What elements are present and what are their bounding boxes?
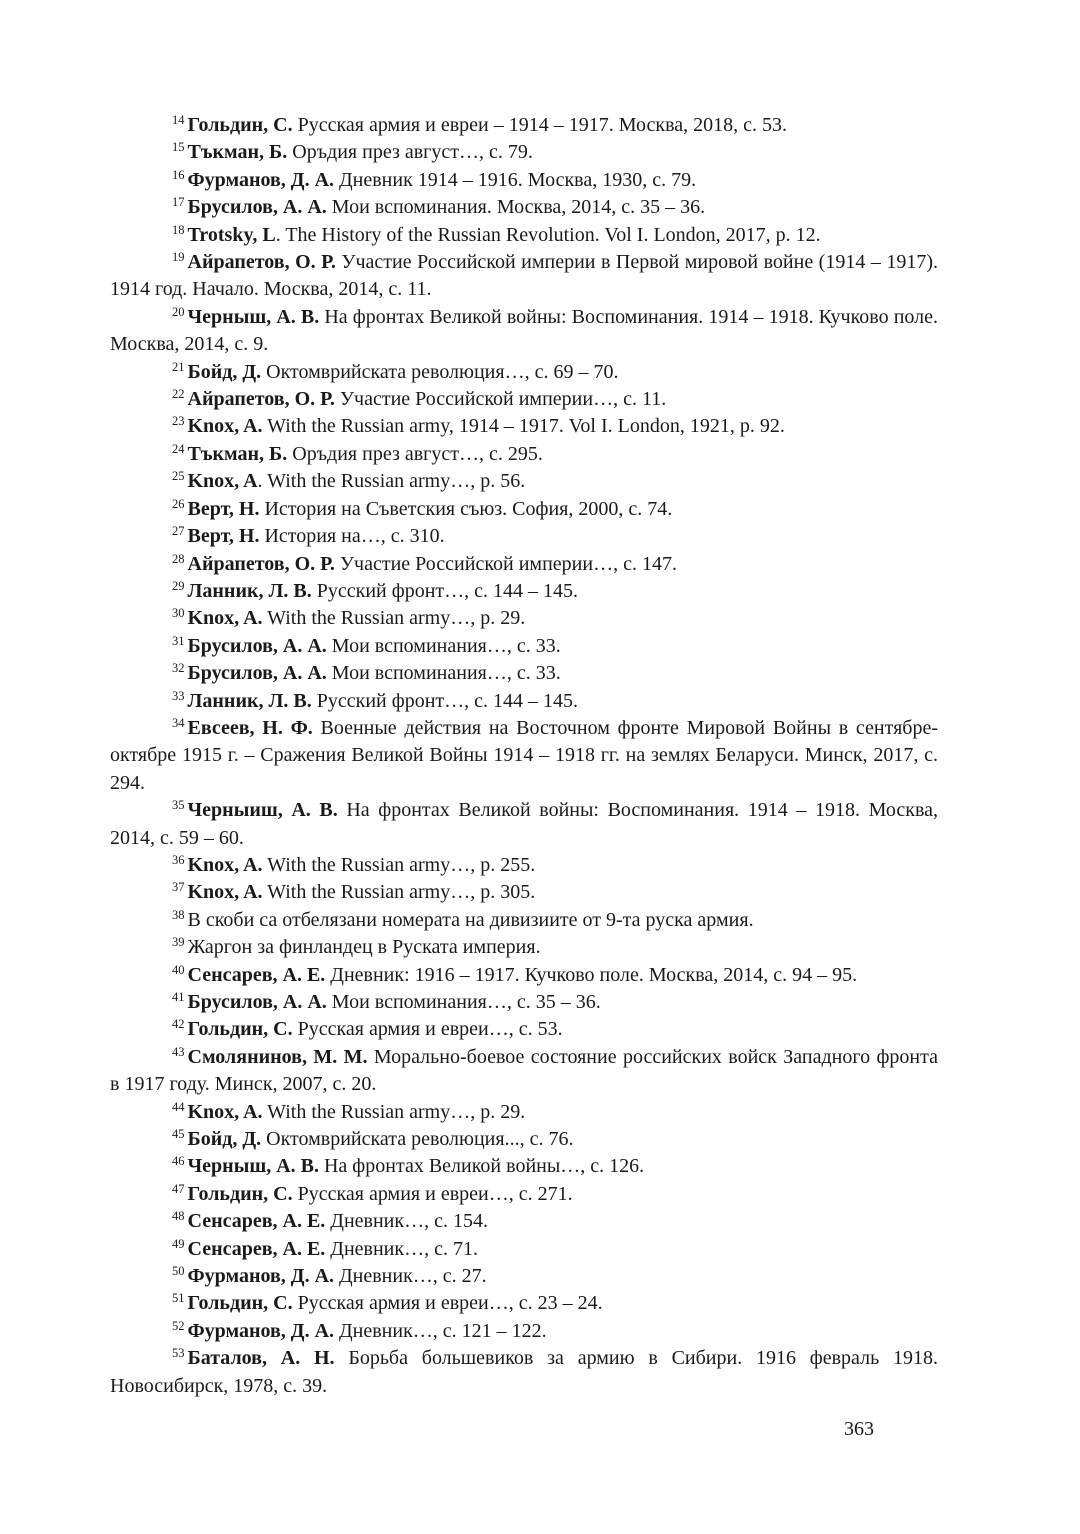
- footnote-49: [110, 1236, 938, 1263]
- footnote-34: [110, 715, 938, 797]
- footnote-author: Ланник, Л. В.: [187, 579, 312, 602]
- footnote-22: [110, 386, 938, 413]
- footnote-number: 31: [172, 633, 185, 648]
- footnote-text: На фронтах Великой войны: Воспоминания. 1914 – 1918. Кучково поле. Москва, 2014, с. 9.: [110, 305, 939, 356]
- footnote-author: Айрапетов, О. Р.: [187, 251, 336, 274]
- footnote-author: Trotsky, L: [187, 223, 276, 246]
- footnote-text: Русская армия и евреи – 1914 – 1917. Москва, 2018, с. 53.: [292, 114, 788, 136]
- footnote-text: Военные действия на Восточном фронте Мировой Войны в сентябре-октябре 1915 г. – Сражения Великой Войны 1914 – 1918 гг. на землях Беларуси. Минск, 2017, с. 294.: [110, 716, 939, 794]
- footnote-number: 24: [172, 441, 185, 456]
- footnote-number: 53: [172, 1346, 185, 1361]
- footnote-number: 20: [172, 304, 185, 319]
- footnote-number: 29: [172, 578, 185, 593]
- footnote-author: Верт, Н.: [187, 525, 260, 548]
- footnote-20: [110, 304, 938, 359]
- footnote-number: 23: [172, 414, 185, 429]
- footnote-28: [110, 551, 938, 578]
- footnote-number: 48: [172, 1209, 185, 1224]
- footnote-number: 16: [172, 167, 185, 182]
- footnote-50: [110, 1263, 938, 1290]
- footnote-number: 18: [172, 222, 185, 237]
- footnote-number: 28: [172, 551, 185, 566]
- footnote-number: 33: [172, 688, 185, 703]
- footnote-14: [110, 112, 938, 139]
- footnote-text: Октомврийската революция..., с. 76.: [261, 1128, 574, 1151]
- footnote-text: With the Russian army…, p. 29.: [262, 607, 526, 630]
- footnote-number: 21: [172, 359, 185, 374]
- footnote-39: [110, 934, 938, 961]
- footnote-text: Жаргон за финландец в Руската империя.: [187, 936, 541, 959]
- footnote-number: 30: [172, 606, 185, 621]
- footnote-40: [110, 962, 938, 989]
- footnote-author: Черныш, А. В.: [187, 305, 320, 328]
- footnote-number: 17: [172, 195, 185, 210]
- footnote-number: 19: [172, 250, 185, 265]
- footnote-21: [110, 359, 938, 386]
- footnote-text: With the Russian army…, p. 255.: [262, 853, 536, 876]
- footnote-text: Мои вспоминания…, с. 33.: [326, 662, 561, 685]
- footnote-31: [110, 633, 938, 660]
- footnote-text: With the Russian army…, p. 305.: [262, 881, 536, 904]
- footnote-number: 27: [172, 524, 185, 539]
- footnote-42: [110, 1016, 938, 1043]
- footnote-text: Русская армия и евреи…, с. 271.: [292, 1182, 573, 1205]
- footnote-text: Борьба большевиков за армию в Сибири. 1916 февраль 1918. Новосибирск, 1978, с. 39.: [110, 1347, 938, 1397]
- footnote-32: [110, 660, 938, 687]
- footnote-author: Айрапетов, О. Р.: [187, 388, 335, 411]
- footnote-30: [110, 605, 938, 632]
- footnote-number: 49: [172, 1236, 185, 1251]
- footnote-text: Дневник…, с. 121 – 122.: [334, 1319, 547, 1342]
- footnote-37: [110, 879, 938, 906]
- footnote-number: 46: [172, 1154, 185, 1169]
- footnote-author: Черныш, А. В.: [187, 1155, 319, 1178]
- footnote-author: Бойд, Д.: [187, 1128, 262, 1151]
- footnote-author: Ланник, Л. В.: [187, 689, 312, 712]
- footnote-51: [110, 1290, 938, 1317]
- page-number: 363: [844, 1418, 874, 1440]
- footnote-author: Айрапетов, О. Р.: [187, 552, 335, 575]
- footnote-author: Фурманов, Д. А.: [187, 1265, 335, 1288]
- footnote-text: Русская армия и евреи…, с. 53.: [292, 1018, 563, 1041]
- footnote-number: 35: [172, 798, 185, 813]
- footnote-number: 42: [172, 1017, 185, 1032]
- footnote-text: Оръдия през август…, с. 79.: [287, 141, 533, 164]
- footnote-text: Мои вспоминания…, с. 33.: [326, 634, 561, 657]
- footnote-text: Октомврийската революция…, с. 69 – 70.: [261, 360, 619, 383]
- footnote-author: Сенсарев, А. Е.: [187, 963, 326, 986]
- footnote-author: Брусилов, А. А.: [187, 634, 327, 657]
- footnote-48: [110, 1208, 938, 1235]
- footnote-author: Брусилов, А. А.: [187, 991, 327, 1013]
- footnote-43: [110, 1044, 938, 1099]
- footnote-33: [110, 688, 938, 715]
- footnote-author: Брусилов, А. А.: [187, 662, 327, 685]
- footnote-author: Knox, A.: [187, 881, 263, 904]
- footnote-author: Тъкман, Б.: [187, 442, 288, 465]
- footnote-26: [110, 496, 938, 523]
- footnote-author: Баталов, А. Н.: [187, 1347, 335, 1370]
- footnote-author: Тъкман, Б.: [187, 141, 288, 164]
- footnote-38: [110, 907, 938, 934]
- footnote-text: История на…, с. 310.: [259, 525, 445, 548]
- footnote-number: 26: [172, 496, 185, 511]
- footnote-number: 32: [172, 661, 185, 676]
- footnote-number: 41: [172, 990, 185, 1004]
- footnote-text: На фронтах Великой войны…, с. 126.: [318, 1155, 645, 1178]
- footnote-52: [110, 1318, 938, 1345]
- footnote-author: Верт, Н.: [187, 497, 260, 520]
- footnote-text: . With the Russian army…, p. 56.: [257, 470, 526, 493]
- footnote-41: [110, 989, 938, 1016]
- footnote-number: 50: [172, 1264, 185, 1279]
- footnote-text: Русская армия и евреи…, с. 23 – 24.: [292, 1292, 603, 1315]
- footnote-author: Черныиш, А. В.: [187, 799, 338, 822]
- footnote-15: [110, 139, 938, 166]
- footnote-author: Бойд, Д.: [187, 360, 262, 383]
- footnote-text: Русский фронт…, с. 144 – 145.: [311, 579, 579, 602]
- footnote-number: 22: [172, 387, 185, 402]
- footnote-45: [110, 1126, 938, 1153]
- footnote-text: Участие Российской империи в Первой мировой войне (1914 – 1917). 1914 год. Начало. Москва, 2014, с. 11.: [110, 251, 938, 301]
- footnote-18: [110, 222, 938, 249]
- footnote-number: 38: [172, 907, 185, 922]
- footnote-text: На фронтах Великой войны: Воспоминания. 1914 – 1918. Москва, 2014, с. 59 – 60.: [110, 799, 938, 849]
- footnote-number: 45: [172, 1127, 185, 1142]
- footnote-19: [110, 249, 938, 304]
- footnote-author: Гольдин, С.: [187, 1292, 293, 1315]
- footnote-author: Knox, A.: [187, 607, 263, 630]
- footnote-author: Сенсарев, А. Е.: [187, 1210, 326, 1233]
- footnote-text: Дневник 1914 – 1916. Москва, 1930, с. 79.: [334, 168, 697, 191]
- footnote-number: 52: [172, 1318, 185, 1333]
- footnote-24: [110, 441, 938, 468]
- footnote-text: В скоби са отбелязани номерата на дивизиите от 9-та руска армия.: [187, 908, 754, 931]
- footnote-text: Дневник: 1916 – 1917. Кучково поле. Москва, 2014, с. 94 – 95.: [325, 963, 858, 986]
- footnote-text: Оръдия през август…, с. 295.: [287, 442, 543, 465]
- footnote-25: [110, 468, 938, 495]
- footnote-number: 36: [172, 852, 185, 867]
- footnote-text: With the Russian army…, p. 29.: [262, 1100, 526, 1123]
- footnote-17: [110, 194, 938, 221]
- footnote-number: 15: [172, 140, 185, 155]
- footnote-number: 44: [172, 1099, 185, 1114]
- footnote-29: [110, 578, 938, 605]
- footnote-36: [110, 852, 938, 879]
- footnote-number: 25: [172, 469, 185, 484]
- footnote-author: Гольдин, С.: [187, 1182, 293, 1205]
- footnote-text: Морально-боевое состояние российских войск Западного фронта в 1917 году. Минск, 2007, с. 20.: [110, 1045, 938, 1096]
- footnote-author: Гольдин, С.: [187, 114, 293, 136]
- footnote-author: Knox, A.: [187, 1100, 263, 1123]
- footnote-text: Участие Российской империи…, с. 11.: [334, 388, 667, 411]
- footnote-text: История на Съветския съюз. София, 2000, с. 74.: [259, 497, 673, 520]
- footnote-text: Дневник…, с. 71.: [325, 1237, 478, 1260]
- footnote-number: 37: [172, 880, 185, 895]
- footnote-text: Мои вспоминания. Москва, 2014, с. 35 – 36.: [326, 196, 706, 219]
- footnote-author: Фурманов, Д. А.: [187, 168, 335, 191]
- footnote-author: Фурманов, Д. А.: [187, 1319, 335, 1342]
- footnote-author: Сенсарев, А. Е.: [187, 1237, 326, 1260]
- footnote-text: Дневник…, с. 27.: [334, 1265, 487, 1288]
- footnote-author: Смолянинов, М. М.: [187, 1045, 368, 1068]
- footnote-number: 47: [172, 1181, 185, 1196]
- footnote-47: [110, 1181, 938, 1208]
- footnote-number: 14: [172, 113, 185, 127]
- footnote-author: Knox, A.: [187, 415, 263, 438]
- footnote-number: 51: [172, 1291, 185, 1306]
- footnote-16: [110, 167, 938, 194]
- footnote-27: [110, 523, 938, 550]
- footnote-author: Knox, A: [187, 470, 258, 493]
- footnote-44: [110, 1099, 938, 1126]
- footnote-author: Knox, A.: [187, 853, 263, 876]
- footnote-text: With the Russian army, 1914 – 1917. Vol I. London, 1921, p. 92.: [262, 415, 785, 438]
- footnote-number: 34: [172, 715, 185, 730]
- footnote-text: Русский фронт…, с. 144 – 145.: [311, 689, 579, 712]
- footnote-text: Участие Российской империи…, с. 147.: [334, 552, 677, 575]
- footnote-number: 39: [172, 935, 185, 950]
- footnote-text: Дневник…, с. 154.: [325, 1210, 488, 1233]
- footnote-number: 40: [172, 962, 185, 977]
- footnote-author: Брусилов, А. А.: [187, 196, 327, 219]
- footnote-23: [110, 413, 938, 440]
- footnote-author: Евсеев, Н. Ф.: [187, 716, 313, 739]
- footnote-number: 43: [172, 1044, 185, 1059]
- footnote-46: [110, 1153, 938, 1180]
- footnote-35: [110, 797, 938, 852]
- footnote-author: Гольдин, С.: [187, 1018, 293, 1041]
- footnote-text: Мои вспоминания…, с. 35 – 36.: [326, 991, 601, 1013]
- footnote-53: [110, 1345, 938, 1400]
- footnotes-list: [110, 112, 938, 1400]
- footnote-text: . The History of the Russian Revolution. Vol I. London, 2017, p. 12.: [275, 223, 821, 246]
